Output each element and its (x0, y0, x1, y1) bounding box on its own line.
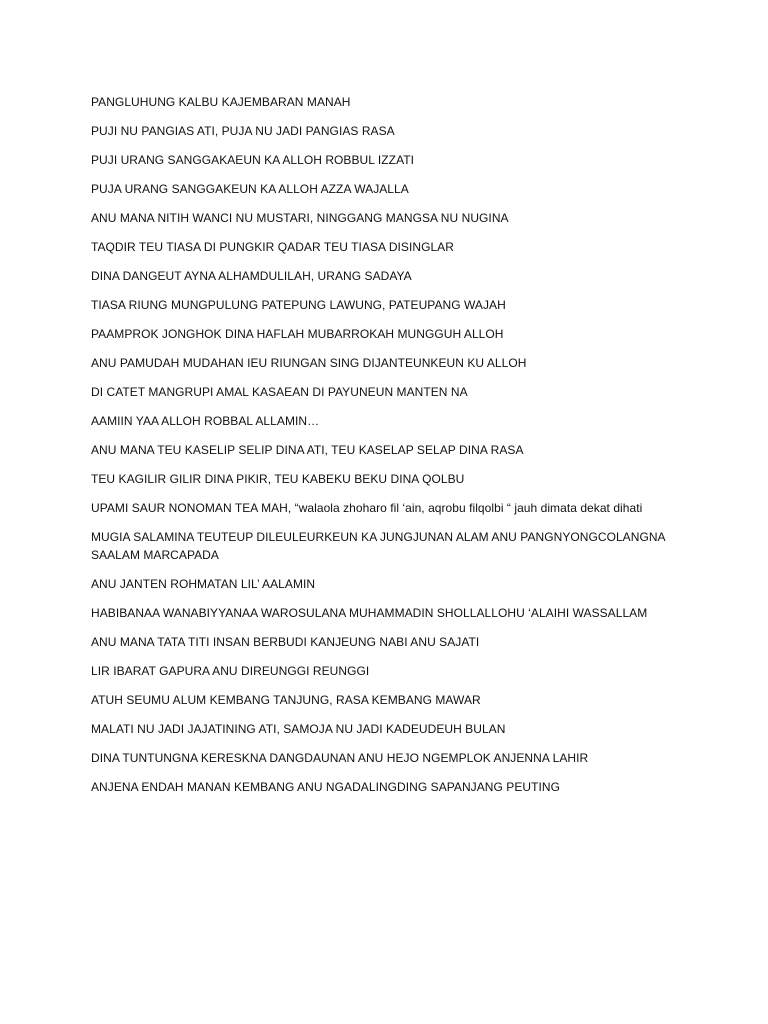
text-line: MALATI NU JADI JAJATINING ATI, SAMOJA NU JADI KADEUDEUH BULAN (91, 722, 506, 736)
text-line: DINA TUNTUNGNA KERESKNA DANGDAUNAN ANU HEJO NGEMPLOK ANJENNA LAHIR (91, 751, 589, 765)
text-line: ANU JANTEN ROHMATAN LIL’ AALAMIN (91, 577, 316, 591)
document-body (91, 93, 671, 807)
text-line: PUJI URANG SANGGAKAEUN KA ALLOH ROBBUL IZZATI (91, 153, 414, 167)
text-line: TAQDIR TEU TIASA DI PUNGKIR QADAR TEU TIASA DISINGLAR (91, 240, 454, 254)
text-line: ANU MANA NITIH WANCI NU MUSTARI, NINGGANG MANGSA NU NUGINA (91, 211, 509, 225)
text-line-wrapped: MUGIA SALAMINA TEUTEUP DILEULEURKEUN KA JUNGJUNAN ALAM ANU PANGNYONGCOLANGNA SAALAM MARCAPADA (91, 530, 665, 562)
text-line: ANJENA ENDAH MANAN KEMBANG ANU NGADALINGDING SAPANJANG PEUTING (91, 780, 560, 794)
text-line-clipped: UPAMI SAUR NONOMAN TEA MAH, “walaola zhoharo fil ‘ain, aqrobu filqolbi “ jauh dimata dekat dihati (91, 501, 643, 515)
text-line: TEU KAGILIR GILIR DINA PIKIR, TEU KABEKU BEKU DINA QOLBU (91, 472, 465, 486)
text-line: DI CATET MANGRUPI AMAL KASAEAN DI PAYUNEUN MANTEN NA (91, 385, 468, 399)
text-line: ANU PAMUDAH MUDAHAN IEU RIUNGAN SING DIJANTEUNKEUN KU ALLOH (91, 356, 527, 370)
text-line: PUJI NU PANGIAS ATI, PUJA NU JADI PANGIAS RASA (91, 124, 395, 138)
text-line: PANGLUHUNG KALBU KAJEMBARAN MANAH (91, 95, 351, 109)
text-line: PUJA URANG SANGGAKEUN KA ALLOH AZZA WAJALLA (91, 182, 409, 196)
text-line: HABIBANAA WANABIYYANAA WAROSULANA MUHAMMADIN SHOLLALLOHU ‘ALAIHI WASSALLAM (91, 606, 648, 620)
text-line: AAMIIN YAA ALLOH ROBBAL ALLAMIN… (91, 414, 320, 428)
text-line: ANU MANA TATA TITI INSAN BERBUDI KANJEUNG NABI ANU SAJATI (91, 635, 480, 649)
text-line: LIR IBARAT GAPURA ANU DIREUNGGI REUNGGI (91, 664, 370, 678)
text-line: ATUH SEUMU ALUM KEMBANG TANJUNG, RASA KEMBANG MAWAR (91, 693, 481, 707)
text-line: DINA DANGEUT AYNA ALHAMDULILAH, URANG SADAYA (91, 269, 412, 283)
text-line: PAAMPROK JONGHOK DINA HAFLAH MUBARROKAH MUNGGUH ALLOH (91, 327, 504, 341)
text-line: ANU MANA TEU KASELIP SELIP DINA ATI, TEU KASELAP SELAP DINA RASA (91, 443, 524, 457)
text-line: TIASA RIUNG MUNGPULUNG PATEPUNG LAWUNG, PATEUPANG WAJAH (91, 298, 506, 312)
